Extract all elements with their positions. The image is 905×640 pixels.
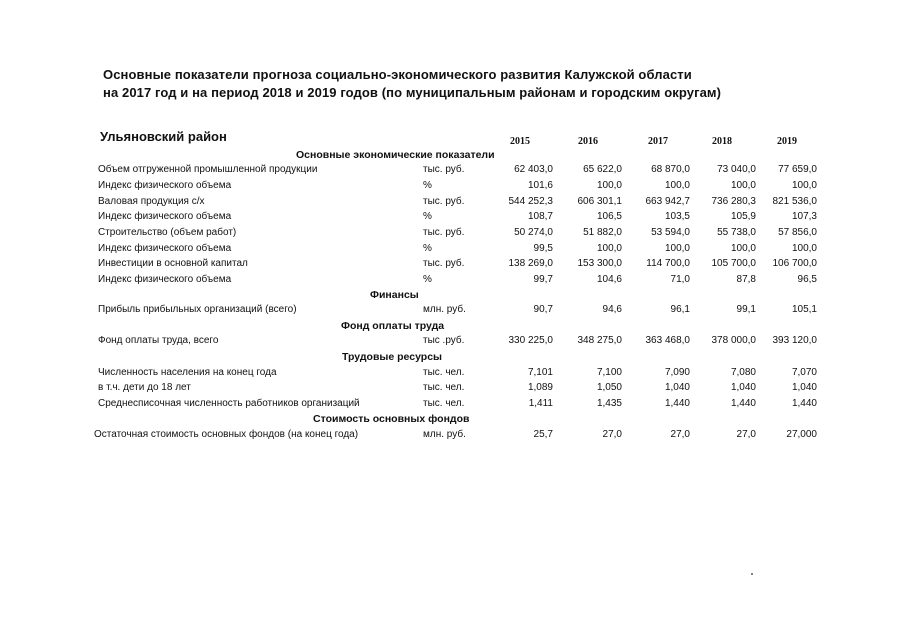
value-2017: 1,040 — [664, 382, 690, 393]
table-row — [0, 335, 905, 349]
row-unit: % — [423, 274, 432, 285]
table-row — [0, 227, 905, 241]
row-unit: млн. руб. — [423, 429, 466, 440]
value-2019: 1,040 — [791, 382, 817, 393]
row-unit: тыс. чел. — [423, 382, 465, 393]
value-2017: 100,0 — [664, 243, 690, 254]
value-2015: 330 225,0 — [508, 335, 553, 346]
row-label: Объем отгруженной промышленной продукции — [98, 164, 318, 175]
row-label: Строительство (объем работ) — [98, 227, 237, 238]
value-2019: 107,3 — [791, 211, 817, 222]
value-2019: 100,0 — [791, 243, 817, 254]
row-label: Индекс физического объема — [98, 211, 232, 222]
row-label: Валовая продукция с/х — [98, 196, 205, 207]
value-2017: 71,0 — [670, 274, 690, 285]
value-2016: 27,0 — [602, 429, 622, 440]
row-unit: % — [423, 211, 432, 222]
value-2019: 77 659,0 — [778, 164, 817, 175]
row-label: Численность населения на конец года — [98, 367, 277, 378]
value-2019: 821 536,0 — [772, 196, 817, 207]
table-row — [0, 164, 905, 178]
section-wages: Фонд оплаты труда — [341, 320, 445, 332]
district-name: Ульяновский район — [100, 129, 227, 144]
value-2015: 544 252,3 — [508, 196, 553, 207]
row-unit: тыс. чел. — [423, 398, 465, 409]
value-2015: 108,7 — [527, 211, 553, 222]
value-2019: 57 856,0 — [778, 227, 817, 238]
row-label: Индекс физического объема — [98, 274, 232, 285]
value-2018: 73 040,0 — [717, 164, 756, 175]
row-label: Прибыль прибыльных организаций (всего) — [98, 304, 297, 315]
value-2018: 27,0 — [736, 429, 756, 440]
row-label: Фонд оплаты труда, всего — [98, 335, 219, 346]
value-2018: 105 700,0 — [711, 258, 756, 269]
value-2016: 153 300,0 — [577, 258, 622, 269]
value-2017: 27,0 — [670, 429, 690, 440]
row-unit: тыс. чел. — [423, 367, 465, 378]
row-label: Инвестиции в основной капитал — [98, 258, 248, 269]
row-unit: тыс .руб. — [423, 335, 465, 346]
section-economic: Основные экономические показатели — [296, 149, 495, 161]
value-2015: 99,5 — [533, 243, 553, 254]
row-unit: тыс. руб. — [423, 258, 465, 269]
year-header-2019: 2019 — [777, 136, 797, 147]
row-label: Индекс физического объема — [98, 180, 232, 191]
table-row — [0, 398, 905, 412]
value-2018: 100,0 — [730, 180, 756, 191]
value-2019: 393 120,0 — [772, 335, 817, 346]
row-unit: % — [423, 243, 432, 254]
value-2017: 103,5 — [664, 211, 690, 222]
value-2015: 99,7 — [533, 274, 553, 285]
value-2016: 1,435 — [596, 398, 622, 409]
section-finance: Финансы — [370, 289, 419, 301]
value-2018: 105,9 — [730, 211, 756, 222]
row-unit: тыс. руб. — [423, 227, 465, 238]
document-title-line-1: Основные показатели прогноза социально-экономического развития Калужской области — [103, 67, 692, 82]
section-labor: Трудовые ресурсы — [342, 351, 443, 363]
value-2016: 7,100 — [596, 367, 622, 378]
value-2017: 96,1 — [670, 304, 690, 315]
value-2017: 1,440 — [664, 398, 690, 409]
value-2018: 100,0 — [730, 243, 756, 254]
value-2015: 1,089 — [527, 382, 553, 393]
value-2016: 606 301,1 — [577, 196, 622, 207]
scan-speck — [751, 573, 753, 575]
table-row — [0, 196, 905, 210]
row-label: Остаточная стоимость основных фондов (на конец года) — [94, 429, 359, 440]
value-2017: 100,0 — [664, 180, 690, 191]
value-2016: 348 275,0 — [577, 335, 622, 346]
value-2018: 1,440 — [730, 398, 756, 409]
value-2015: 7,101 — [527, 367, 553, 378]
value-2018: 7,080 — [730, 367, 756, 378]
document-title-line-2: на 2017 год и на период 2018 и 2019 годов (по муниципальным районам и городским округам) — [103, 85, 722, 100]
value-2017: 663 942,7 — [645, 196, 690, 207]
year-header-2016: 2016 — [578, 136, 598, 147]
value-2015: 62 403,0 — [514, 164, 553, 175]
value-2019: 100,0 — [791, 180, 817, 191]
value-2018: 55 738,0 — [717, 227, 756, 238]
value-2016: 106,5 — [596, 211, 622, 222]
value-2018: 99,1 — [736, 304, 756, 315]
row-label: Среднесписочная численность работников организаций — [98, 398, 360, 409]
value-2017: 7,090 — [664, 367, 690, 378]
value-2015: 101,6 — [527, 180, 553, 191]
table-row — [0, 429, 905, 443]
value-2018: 1,040 — [730, 382, 756, 393]
row-unit: тыс. руб. — [423, 164, 465, 175]
value-2016: 51 882,0 — [583, 227, 622, 238]
table-row — [0, 180, 905, 194]
table-row — [0, 367, 905, 381]
value-2018: 736 280,3 — [711, 196, 756, 207]
year-header-2017: 2017 — [648, 136, 668, 147]
value-2019: 106 700,0 — [772, 258, 817, 269]
value-2016: 94,6 — [602, 304, 622, 315]
table-row — [0, 304, 905, 318]
value-2015: 138 269,0 — [508, 258, 553, 269]
value-2017: 53 594,0 — [651, 227, 690, 238]
row-label: Индекс физического объема — [98, 243, 232, 254]
value-2016: 1,050 — [596, 382, 622, 393]
value-2017: 68 870,0 — [651, 164, 690, 175]
row-unit: млн. руб. — [423, 304, 466, 315]
value-2016: 65 622,0 — [583, 164, 622, 175]
value-2017: 114 700,0 — [646, 258, 690, 269]
table-row — [0, 274, 905, 288]
value-2016: 104,6 — [596, 274, 622, 285]
table-row — [0, 382, 905, 396]
table-row — [0, 243, 905, 257]
value-2019: 105,1 — [791, 304, 817, 315]
table-row — [0, 211, 905, 225]
value-2019: 7,070 — [791, 367, 817, 378]
value-2015: 50 274,0 — [514, 227, 553, 238]
value-2018: 87,8 — [736, 274, 756, 285]
value-2016: 100,0 — [596, 243, 622, 254]
value-2015: 25,7 — [533, 429, 553, 440]
value-2019: 96,5 — [797, 274, 817, 285]
year-header-2015: 2015 — [510, 136, 530, 147]
value-2019: 1,440 — [791, 398, 817, 409]
value-2017: 363 468,0 — [645, 335, 690, 346]
table-row — [0, 258, 905, 272]
section-assets: Стоимость основных фондов — [313, 413, 470, 425]
value-2015: 1,411 — [528, 398, 553, 409]
row-unit: % — [423, 180, 432, 191]
value-2018: 378 000,0 — [711, 335, 756, 346]
row-unit: тыс. руб. — [423, 196, 465, 207]
row-label: в т.ч. дети до 18 лет — [98, 382, 191, 393]
value-2015: 90,7 — [533, 304, 553, 315]
value-2016: 100,0 — [596, 180, 622, 191]
value-2019: 27,000 — [786, 429, 817, 440]
year-header-2018: 2018 — [712, 136, 732, 147]
